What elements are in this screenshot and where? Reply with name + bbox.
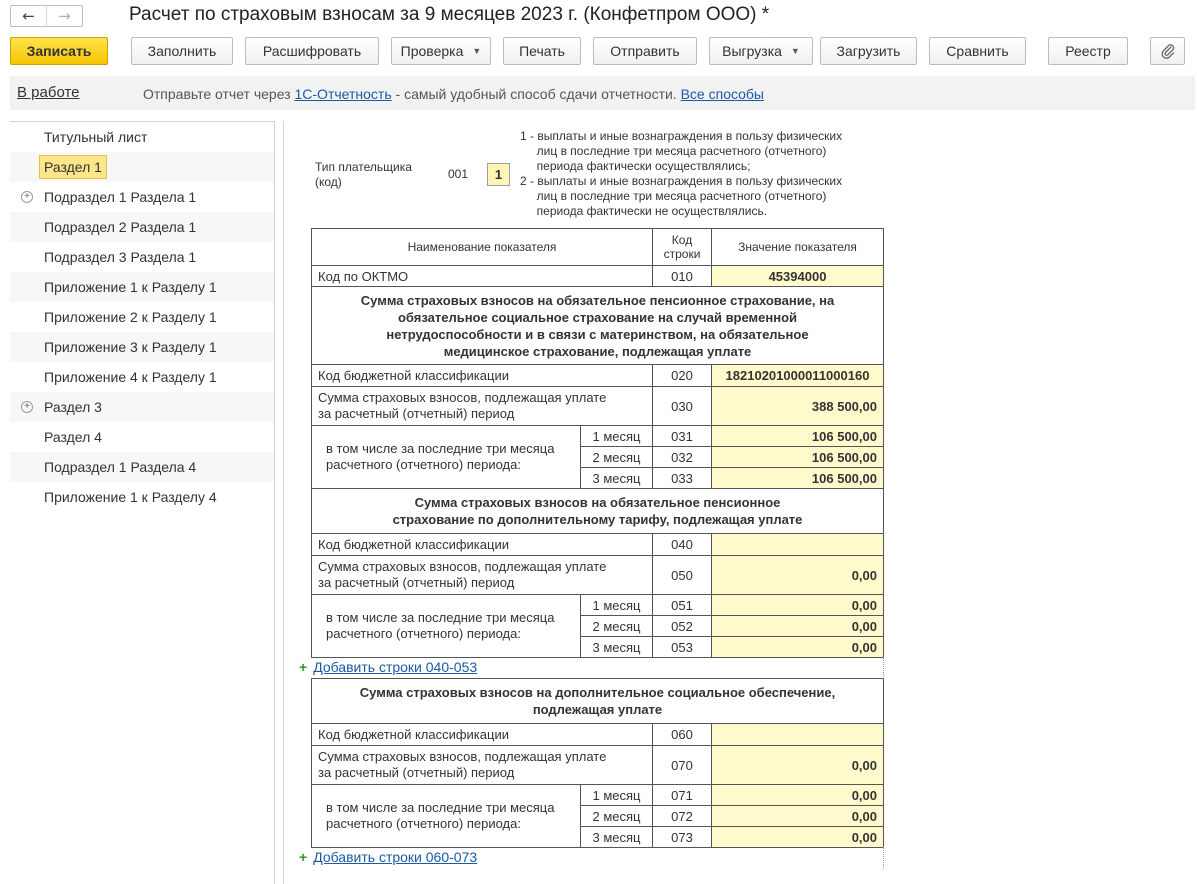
sidebar-item-label: Приложение 3 к Разделу 1	[44, 339, 217, 355]
status-link[interactable]: В работе	[17, 84, 80, 101]
arrow-left-icon[interactable]: ←	[22, 7, 35, 25]
section1-sum-label: Сумма страховых взносов, подлежащая уплате за расчетный (отчетный) период	[311, 386, 653, 426]
section1-kbk-label: Код бюджетной классификации	[311, 364, 653, 387]
legend-line: лиц в последние три месяца расчетного (отчетного)	[520, 144, 827, 158]
section3-month3-label: 3 месяц	[580, 826, 653, 848]
hint-middle: - самый удобный способ сдачи отчетности.	[395, 86, 677, 102]
payer-type-label	[315, 160, 412, 190]
oktmo-value[interactable]: 45394000	[711, 265, 884, 287]
check-label: Проверка	[400, 43, 464, 59]
legend-line: лиц в последние три месяца расчетного (отчетного)	[520, 189, 827, 203]
section1-month1-label: 1 месяц	[580, 425, 653, 447]
section2-month3-value[interactable]: 0,00	[711, 636, 884, 658]
payer-type-label-line2: (код)	[315, 175, 342, 189]
history-nav	[10, 5, 83, 27]
section3-months-label: в том числе за последние три месяца расчетного (отчетного) периода:	[311, 784, 581, 848]
section3-month2-label: 2 месяц	[580, 805, 653, 827]
check-dropdown-button[interactable]	[391, 37, 491, 65]
legend-line: 2 - выплаты и иные вознаграждения в пользу физических	[520, 174, 843, 188]
oktmo-line-code: 010	[652, 265, 712, 287]
legend-line: периода фактически осуществлялись;	[520, 159, 751, 173]
sidebar-item-subsection-3-1[interactable]	[10, 242, 274, 272]
section3-kbk-value[interactable]	[711, 723, 884, 746]
section1-heading: Сумма страховых взносов на обязательное пенсионное страхование, на обязательное социальное страхование на случай временной нетрудоспособности и в связи с материнством, на обязательное медицинское страхование, подлежащая уплате	[311, 286, 884, 365]
sidebar-item-label: Раздел 4	[44, 429, 102, 445]
section3-month1-line-code: 071	[652, 784, 712, 806]
section1-kbk-value[interactable]: 18210201000011000160	[711, 364, 884, 387]
payer-type-input[interactable]: 1	[487, 163, 510, 186]
section1-month1-value[interactable]: 106 500,00	[711, 425, 884, 447]
plus-icon: +	[299, 659, 308, 675]
sidebar-item-label: Раздел 1	[39, 155, 107, 179]
section2-month1-label: 1 месяц	[580, 594, 653, 616]
section2-month2-line-code: 052	[652, 615, 712, 637]
legend-line: 1 - выплаты и иные вознаграждения в пользу физических	[520, 129, 843, 143]
sidebar-item-section-1[interactable]	[10, 152, 274, 182]
column-header-value: Значение показателя	[711, 228, 884, 266]
section2-months-label: в том числе за последние три месяца расчетного (отчетного) периода:	[311, 594, 581, 658]
section3-month3-line-code: 073	[652, 826, 712, 848]
section3-sum-value[interactable]: 0,00	[711, 745, 884, 785]
section1-kbk-line-code: 020	[652, 364, 712, 387]
plus-icon: +	[299, 849, 308, 865]
add-rows-060-073-link[interactable]: Добавить строки 060-073	[313, 849, 478, 865]
export-label: Выгрузка	[722, 43, 782, 59]
section2-heading: Сумма страховых взносов на обязательное пенсионное страхование по дополнительному тарифу, подлежащая уплате	[311, 488, 884, 534]
sidebar-item-label: Приложение 4 к Разделу 1	[44, 369, 217, 385]
sidebar-item-label: Подраздел 2 Раздела 1	[44, 219, 197, 235]
section3-month3-value[interactable]: 0,00	[711, 826, 884, 848]
attach-button[interactable]	[1150, 37, 1185, 65]
info-bar	[10, 76, 1195, 110]
section1-months-label: в том числе за последние три месяца расчетного (отчетного) периода:	[311, 425, 581, 489]
section1-month2-line-code: 032	[652, 446, 712, 468]
sidebar-item-section-4[interactable]	[10, 422, 274, 452]
section3-month2-line-code: 072	[652, 805, 712, 827]
sidebar-item-subsection-1-1[interactable]	[10, 182, 274, 212]
table-edge-dotted	[883, 657, 884, 679]
sidebar-item-label: Подраздел 1 Раздела 1	[44, 189, 197, 205]
save-button[interactable]: Записать	[10, 37, 108, 65]
section2-kbk-label: Код бюджетной классификации	[311, 533, 653, 556]
caret-down-icon: ▼	[472, 46, 482, 56]
sections-tree	[10, 121, 275, 884]
section3-kbk-line-code: 060	[652, 723, 712, 746]
section1-month3-line-code: 033	[652, 467, 712, 489]
section3-sum-line-code: 070	[652, 745, 712, 785]
section1-month2-value[interactable]: 106 500,00	[711, 446, 884, 468]
paperclip-icon	[1160, 43, 1176, 59]
expand-icon[interactable]: +	[21, 191, 33, 203]
sidebar-item-subsection-1-4[interactable]	[10, 452, 274, 482]
section1-month3-label: 3 месяц	[580, 467, 653, 489]
add-rows-060-073[interactable]	[299, 849, 477, 865]
section3-kbk-label: Код бюджетной классификации	[311, 723, 653, 746]
section2-sum-value[interactable]: 0,00	[711, 555, 884, 595]
section1-month2-label: 2 месяц	[580, 446, 653, 468]
section3-month2-value[interactable]: 0,00	[711, 805, 884, 827]
section1-month1-line-code: 031	[652, 425, 712, 447]
caret-down-icon: ▼	[790, 46, 800, 56]
section2-kbk-value[interactable]	[711, 533, 884, 556]
load-button[interactable]: Загрузить	[820, 37, 917, 65]
sidebar-item-label: Приложение 2 к Разделу 1	[44, 309, 217, 325]
sidebar-item-appendix-2-1[interactable]	[10, 302, 274, 332]
sidebar-item-appendix-1-4[interactable]	[10, 482, 274, 512]
section1-sum-line-code: 030	[652, 386, 712, 426]
sidebar-item-label: Подраздел 3 Раздела 1	[44, 249, 197, 265]
payer-type-legend	[520, 129, 842, 219]
all-methods-link[interactable]: Все способы	[680, 86, 764, 102]
page-title: Расчет по страховым взносам за 9 месяцев 2023 г. (Конфетпром ООО) *	[129, 4, 770, 25]
sidebar-item-label: Приложение 1 к Разделу 1	[44, 279, 217, 295]
print-button[interactable]: Печать	[503, 37, 581, 65]
table-edge-dotted	[883, 847, 884, 869]
export-dropdown-button[interactable]	[709, 37, 813, 65]
section2-month3-label: 3 месяц	[580, 636, 653, 658]
send-button[interactable]: Отправить	[593, 37, 697, 65]
sidebar-item-label: Приложение 1 к Разделу 4	[44, 489, 217, 505]
section3-heading: Сумма страховых взносов на дополнительное социальное обеспечение, подлежащая уплате	[311, 678, 884, 724]
sidebar-item-label: Раздел 3	[44, 399, 102, 415]
section3-sum-label: Сумма страховых взносов, подлежащая уплате за расчетный (отчетный) период	[311, 745, 653, 785]
section2-month2-value[interactable]: 0,00	[711, 615, 884, 637]
sidebar-item-section-3[interactable]	[10, 392, 274, 422]
section3-month1-value[interactable]: 0,00	[711, 784, 884, 806]
section2-kbk-line-code: 040	[652, 533, 712, 556]
payer-line-code: 001	[448, 167, 469, 181]
section2-month1-value[interactable]: 0,00	[711, 594, 884, 616]
section2-month1-line-code: 051	[652, 594, 712, 616]
section2-month3-line-code: 053	[652, 636, 712, 658]
sidebar-item-appendix-3-1[interactable]	[10, 332, 274, 362]
section3-month1-label: 1 месяц	[580, 784, 653, 806]
send-hint	[143, 86, 764, 102]
oktmo-label: Код по ОКТМО	[311, 265, 653, 287]
section1-month3-value[interactable]: 106 500,00	[711, 467, 884, 489]
hint-prefix: Отправьте отчет через	[143, 86, 291, 102]
registry-button[interactable]: Реестр	[1048, 37, 1128, 65]
payer-type-label-line1: Тип плательщика	[315, 160, 412, 174]
compare-button[interactable]: Сравнить	[929, 37, 1026, 65]
section2-sum-label: Сумма страховых взносов, подлежащая уплате за расчетный (отчетный) период	[311, 555, 653, 595]
sidebar-item-subsection-2-1[interactable]	[10, 212, 274, 242]
sidebar-item-title-page[interactable]	[10, 122, 274, 152]
sidebar-item-appendix-1-1[interactable]	[10, 272, 274, 302]
sidebar-item-label: Подраздел 1 Раздела 4	[44, 459, 197, 475]
arrow-right-icon[interactable]: →	[46, 6, 82, 26]
add-rows-040-053[interactable]	[299, 659, 477, 675]
add-rows-040-053-link[interactable]: Добавить строки 040-053	[313, 659, 478, 675]
section2-month2-label: 2 месяц	[580, 615, 653, 637]
fill-button[interactable]: Заполнить	[131, 37, 233, 65]
1c-reporting-link[interactable]: 1С-Отчетность	[294, 86, 392, 102]
decode-button[interactable]: Расшифровать	[245, 37, 379, 65]
expand-icon[interactable]: +	[21, 401, 33, 413]
legend-line: периода фактически не осуществлялись.	[520, 204, 768, 218]
column-header-code: Код строки	[652, 228, 712, 266]
sidebar-item-label: Титульный лист	[44, 129, 148, 145]
sidebar-item-appendix-4-1[interactable]	[10, 362, 274, 392]
section2-sum-line-code: 050	[652, 555, 712, 595]
column-header-name: Наименование показателя	[311, 228, 653, 266]
pane-divider[interactable]	[283, 121, 284, 884]
section1-sum-value[interactable]: 388 500,00	[711, 386, 884, 426]
